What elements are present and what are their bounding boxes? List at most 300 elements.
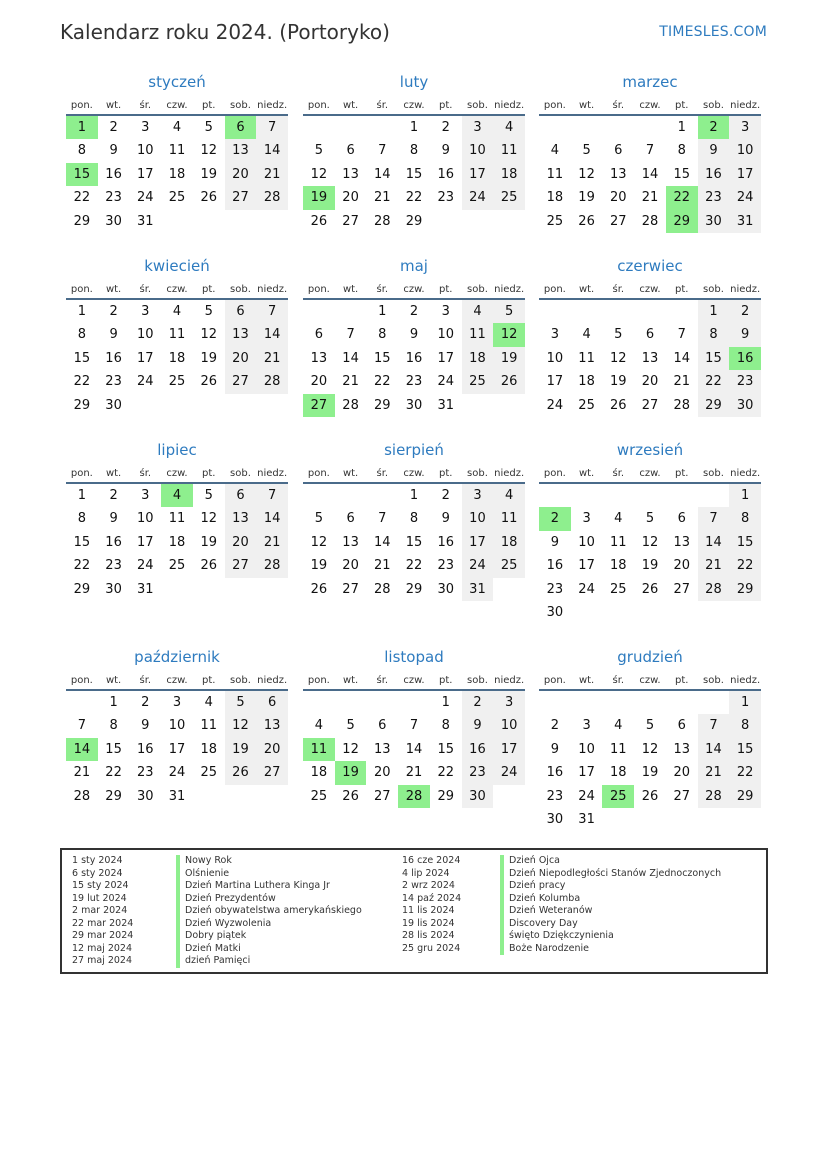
day-cell[interactable]: 21: [673, 374, 690, 390]
holiday-day-cell[interactable]: 1: [66, 116, 98, 139]
day-cell[interactable]: 18: [493, 163, 525, 186]
day-cell[interactable]: 16: [137, 741, 154, 757]
day-cell[interactable]: 8: [677, 143, 686, 159]
day-cell[interactable]: 23: [546, 788, 564, 804]
day-cell[interactable]: 28: [698, 578, 730, 601]
day-cell[interactable]: 1: [378, 304, 387, 319]
day-cell[interactable]: 1: [729, 484, 761, 507]
day-cell[interactable]: 7: [698, 507, 730, 530]
holiday-day-cell[interactable]: 28: [398, 785, 430, 808]
day-cell[interactable]: 15: [673, 166, 690, 182]
day-cell[interactable]: 13: [256, 714, 288, 737]
day-cell[interactable]: 25: [493, 186, 525, 209]
day-cell[interactable]: 27: [673, 581, 690, 597]
day-cell[interactable]: 1: [677, 120, 686, 135]
day-cell[interactable]: 19: [200, 534, 217, 550]
day-cell[interactable]: 17: [137, 534, 154, 550]
day-cell[interactable]: 31: [168, 788, 186, 804]
day-cell[interactable]: 9: [441, 143, 450, 159]
day-cell[interactable]: 28: [641, 213, 659, 229]
day-cell[interactable]: 18: [610, 765, 627, 781]
day-cell[interactable]: 26: [578, 213, 595, 229]
day-cell[interactable]: 23: [729, 370, 761, 393]
holiday-day-cell[interactable]: 29: [666, 210, 698, 233]
holiday-day-cell[interactable]: 25: [602, 785, 634, 808]
day-cell[interactable]: 25: [168, 190, 186, 206]
day-cell[interactable]: 17: [437, 350, 454, 366]
day-cell[interactable]: 12: [200, 327, 217, 343]
day-cell[interactable]: 19: [641, 765, 659, 781]
day-cell[interactable]: 9: [441, 511, 450, 527]
day-cell[interactable]: 29: [73, 581, 91, 597]
day-cell[interactable]: 21: [342, 374, 359, 390]
day-cell[interactable]: 2: [550, 718, 559, 734]
day-cell[interactable]: 10: [493, 714, 525, 737]
day-cell[interactable]: 23: [405, 374, 423, 390]
day-cell[interactable]: 3: [141, 304, 150, 319]
day-cell[interactable]: 26: [200, 558, 217, 574]
day-cell[interactable]: 17: [168, 741, 186, 757]
holiday-day-cell[interactable]: 19: [335, 761, 367, 784]
day-cell[interactable]: 28: [673, 397, 690, 413]
day-cell[interactable]: 24: [137, 190, 154, 206]
day-cell[interactable]: 19: [641, 558, 659, 574]
day-cell[interactable]: 15: [405, 534, 423, 550]
day-cell[interactable]: 11: [200, 718, 217, 734]
day-cell[interactable]: 1: [409, 488, 419, 503]
day-cell[interactable]: 5: [204, 304, 213, 319]
day-cell[interactable]: 6: [346, 511, 355, 527]
day-cell[interactable]: 15: [698, 347, 730, 370]
day-cell[interactable]: 17: [493, 738, 525, 761]
day-cell[interactable]: 27: [225, 554, 257, 577]
day-cell[interactable]: 29: [437, 788, 454, 804]
day-cell[interactable]: 24: [168, 765, 186, 781]
holiday-day-cell[interactable]: 2: [698, 116, 730, 139]
day-cell[interactable]: 8: [77, 143, 86, 159]
day-cell[interactable]: 7: [677, 327, 686, 343]
day-cell[interactable]: 11: [462, 323, 494, 346]
day-cell[interactable]: 18: [200, 741, 217, 757]
day-cell[interactable]: 15: [729, 738, 761, 761]
site-logo[interactable]: TIMESLES.COM: [659, 24, 767, 40]
day-cell[interactable]: 20: [225, 531, 257, 554]
day-cell[interactable]: 31: [578, 811, 595, 827]
day-cell[interactable]: 4: [582, 327, 591, 343]
day-cell[interactable]: 19: [225, 738, 257, 761]
day-cell[interactable]: 11: [610, 534, 627, 550]
day-cell[interactable]: 3: [462, 116, 494, 139]
day-cell[interactable]: 21: [256, 163, 288, 186]
day-cell[interactable]: 29: [105, 788, 122, 804]
day-cell[interactable]: 17: [137, 350, 154, 366]
day-cell[interactable]: 20: [610, 190, 627, 206]
day-cell[interactable]: 5: [614, 327, 623, 343]
day-cell[interactable]: 27: [256, 761, 288, 784]
day-cell[interactable]: 9: [550, 534, 559, 550]
day-cell[interactable]: 20: [225, 347, 257, 370]
day-cell[interactable]: 17: [137, 166, 154, 182]
day-cell[interactable]: 6: [256, 691, 288, 714]
day-cell[interactable]: 13: [225, 139, 257, 162]
holiday-day-cell[interactable]: 14: [66, 738, 98, 761]
day-cell[interactable]: 3: [141, 120, 150, 135]
day-cell[interactable]: 22: [405, 190, 423, 206]
day-cell[interactable]: 5: [582, 143, 591, 159]
day-cell[interactable]: 15: [405, 166, 423, 182]
day-cell[interactable]: 7: [256, 300, 288, 323]
day-cell[interactable]: 11: [610, 741, 627, 757]
day-cell[interactable]: 10: [462, 139, 494, 162]
day-cell[interactable]: 28: [698, 785, 730, 808]
day-cell[interactable]: 12: [641, 741, 659, 757]
day-cell[interactable]: 7: [409, 718, 419, 734]
day-cell[interactable]: 6: [677, 718, 686, 734]
day-cell[interactable]: 22: [374, 374, 391, 390]
day-cell[interactable]: 18: [168, 534, 186, 550]
day-cell[interactable]: 11: [168, 143, 186, 159]
day-cell[interactable]: 8: [77, 327, 86, 343]
day-cell[interactable]: 18: [168, 350, 186, 366]
day-cell[interactable]: 18: [578, 374, 595, 390]
day-cell[interactable]: 26: [310, 213, 328, 229]
day-cell[interactable]: 20: [673, 558, 690, 574]
day-cell[interactable]: 27: [641, 397, 659, 413]
day-cell[interactable]: 2: [109, 488, 118, 503]
day-cell[interactable]: 4: [493, 484, 525, 507]
day-cell[interactable]: 11: [168, 327, 186, 343]
day-cell[interactable]: 6: [645, 327, 655, 343]
day-cell[interactable]: 26: [200, 374, 217, 390]
day-cell[interactable]: 12: [225, 714, 257, 737]
day-cell[interactable]: 3: [550, 327, 559, 343]
day-cell[interactable]: 30: [105, 581, 122, 597]
day-cell[interactable]: 29: [729, 578, 761, 601]
day-cell[interactable]: 6: [677, 511, 686, 527]
day-cell[interactable]: 11: [578, 350, 595, 366]
day-cell[interactable]: 7: [77, 718, 86, 734]
day-cell[interactable]: 21: [256, 347, 288, 370]
day-cell[interactable]: 18: [546, 190, 564, 206]
day-cell[interactable]: 22: [73, 190, 91, 206]
day-cell[interactable]: 5: [204, 488, 213, 503]
day-cell[interactable]: 1: [441, 695, 450, 710]
day-cell[interactable]: 29: [405, 581, 423, 597]
day-cell[interactable]: 18: [462, 347, 494, 370]
day-cell[interactable]: 22: [729, 761, 761, 784]
day-cell[interactable]: 5: [346, 718, 355, 734]
day-cell[interactable]: 9: [109, 143, 118, 159]
day-cell[interactable]: 25: [462, 370, 494, 393]
day-cell[interactable]: 1: [77, 304, 86, 319]
day-cell[interactable]: 28: [256, 554, 288, 577]
day-cell[interactable]: 26: [493, 370, 525, 393]
day-cell[interactable]: 21: [374, 558, 391, 574]
day-cell[interactable]: 12: [641, 534, 659, 550]
day-cell[interactable]: 8: [77, 511, 86, 527]
day-cell[interactable]: 23: [437, 190, 454, 206]
day-cell[interactable]: 29: [73, 397, 91, 413]
day-cell[interactable]: 15: [729, 531, 761, 554]
day-cell[interactable]: 23: [137, 765, 154, 781]
day-cell[interactable]: 21: [256, 531, 288, 554]
day-cell[interactable]: 10: [437, 327, 454, 343]
day-cell[interactable]: 31: [137, 581, 154, 597]
day-cell[interactable]: 10: [137, 511, 154, 527]
day-cell[interactable]: 6: [225, 300, 257, 323]
day-cell[interactable]: 10: [729, 139, 761, 162]
day-cell[interactable]: 19: [493, 347, 525, 370]
day-cell[interactable]: 30: [105, 397, 122, 413]
day-cell[interactable]: 31: [729, 210, 761, 233]
day-cell[interactable]: 22: [405, 558, 423, 574]
day-cell[interactable]: 26: [225, 761, 257, 784]
day-cell[interactable]: 24: [546, 397, 564, 413]
day-cell[interactable]: 27: [374, 788, 391, 804]
day-cell[interactable]: 24: [137, 374, 154, 390]
day-cell[interactable]: 11: [493, 139, 525, 162]
day-cell[interactable]: 9: [729, 323, 761, 346]
day-cell[interactable]: 20: [310, 374, 328, 390]
day-cell[interactable]: 7: [256, 116, 288, 139]
day-cell[interactable]: 24: [462, 186, 494, 209]
day-cell[interactable]: 19: [200, 166, 217, 182]
day-cell[interactable]: 4: [550, 143, 559, 159]
day-cell[interactable]: 1: [409, 120, 419, 135]
day-cell[interactable]: 27: [342, 213, 359, 229]
day-cell[interactable]: 25: [493, 554, 525, 577]
day-cell[interactable]: 13: [225, 323, 257, 346]
day-cell[interactable]: 24: [437, 374, 454, 390]
holiday-day-cell[interactable]: 12: [493, 323, 525, 346]
day-cell[interactable]: 8: [729, 714, 761, 737]
holiday-day-cell[interactable]: 16: [729, 347, 761, 370]
holiday-day-cell[interactable]: 15: [66, 163, 98, 186]
day-cell[interactable]: 4: [172, 304, 182, 319]
day-cell[interactable]: 1: [698, 300, 730, 323]
day-cell[interactable]: 26: [641, 788, 659, 804]
day-cell[interactable]: 12: [610, 350, 627, 366]
day-cell[interactable]: 14: [698, 531, 730, 554]
day-cell[interactable]: 8: [441, 718, 450, 734]
day-cell[interactable]: 5: [314, 511, 323, 527]
day-cell[interactable]: 20: [225, 163, 257, 186]
day-cell[interactable]: 10: [546, 350, 564, 366]
day-cell[interactable]: 25: [310, 788, 328, 804]
day-cell[interactable]: 6: [614, 143, 623, 159]
day-cell[interactable]: 10: [137, 143, 154, 159]
day-cell[interactable]: 1: [77, 488, 86, 503]
day-cell[interactable]: 8: [378, 327, 387, 343]
day-cell[interactable]: 29: [698, 394, 730, 417]
day-cell[interactable]: 28: [256, 186, 288, 209]
day-cell[interactable]: 3: [462, 484, 494, 507]
day-cell[interactable]: 17: [546, 374, 564, 390]
day-cell[interactable]: 8: [698, 323, 730, 346]
day-cell[interactable]: 13: [310, 350, 328, 366]
day-cell[interactable]: 16: [546, 765, 564, 781]
day-cell[interactable]: 31: [137, 213, 154, 229]
day-cell[interactable]: 10: [137, 327, 154, 343]
holiday-day-cell[interactable]: 4: [161, 484, 193, 507]
day-cell[interactable]: 12: [310, 166, 328, 182]
day-cell[interactable]: 14: [342, 350, 359, 366]
day-cell[interactable]: 21: [405, 765, 423, 781]
day-cell[interactable]: 16: [698, 163, 730, 186]
day-cell[interactable]: 21: [73, 765, 91, 781]
day-cell[interactable]: 23: [698, 186, 730, 209]
day-cell[interactable]: 25: [610, 581, 627, 597]
day-cell[interactable]: 30: [546, 604, 564, 620]
day-cell[interactable]: 27: [225, 186, 257, 209]
day-cell[interactable]: 7: [346, 327, 355, 343]
day-cell[interactable]: 27: [610, 213, 627, 229]
day-cell[interactable]: 22: [729, 554, 761, 577]
day-cell[interactable]: 2: [141, 695, 150, 710]
holiday-day-cell[interactable]: 6: [225, 116, 257, 139]
day-cell[interactable]: 2: [729, 300, 761, 323]
day-cell[interactable]: 2: [441, 488, 450, 503]
day-cell[interactable]: 3: [729, 116, 761, 139]
day-cell[interactable]: 7: [378, 511, 387, 527]
day-cell[interactable]: 14: [374, 534, 391, 550]
day-cell[interactable]: 29: [405, 213, 423, 229]
day-cell[interactable]: 13: [641, 350, 659, 366]
day-cell[interactable]: 3: [582, 718, 591, 734]
day-cell[interactable]: 14: [698, 738, 730, 761]
holiday-day-cell[interactable]: 27: [303, 394, 335, 417]
day-cell[interactable]: 13: [610, 166, 627, 182]
day-cell[interactable]: 15: [437, 741, 454, 757]
day-cell[interactable]: 11: [168, 511, 186, 527]
day-cell[interactable]: 29: [729, 785, 761, 808]
day-cell[interactable]: 14: [673, 350, 690, 366]
day-cell[interactable]: 21: [641, 190, 659, 206]
day-cell[interactable]: 6: [346, 143, 355, 159]
day-cell[interactable]: 17: [729, 163, 761, 186]
holiday-day-cell[interactable]: 22: [666, 186, 698, 209]
day-cell[interactable]: 16: [405, 350, 423, 366]
day-cell[interactable]: 15: [105, 741, 122, 757]
day-cell[interactable]: 12: [342, 741, 359, 757]
day-cell[interactable]: 30: [462, 785, 494, 808]
day-cell[interactable]: 8: [109, 718, 118, 734]
day-cell[interactable]: 20: [342, 558, 359, 574]
day-cell[interactable]: 12: [310, 534, 328, 550]
day-cell[interactable]: 27: [225, 370, 257, 393]
day-cell[interactable]: 15: [374, 350, 391, 366]
day-cell[interactable]: 30: [729, 394, 761, 417]
day-cell[interactable]: 26: [641, 581, 659, 597]
day-cell[interactable]: 18: [610, 558, 627, 574]
day-cell[interactable]: 26: [610, 397, 627, 413]
day-cell[interactable]: 17: [462, 163, 494, 186]
day-cell[interactable]: 16: [105, 350, 122, 366]
day-cell[interactable]: 22: [73, 374, 91, 390]
day-cell[interactable]: 19: [310, 558, 328, 574]
day-cell[interactable]: 6: [225, 484, 257, 507]
day-cell[interactable]: 7: [698, 714, 730, 737]
day-cell[interactable]: 20: [673, 765, 690, 781]
day-cell[interactable]: 6: [378, 718, 387, 734]
day-cell[interactable]: 17: [462, 531, 494, 554]
day-cell[interactable]: 4: [172, 120, 182, 135]
day-cell[interactable]: 19: [200, 350, 217, 366]
day-cell[interactable]: 28: [73, 788, 91, 804]
day-cell[interactable]: 8: [409, 143, 419, 159]
day-cell[interactable]: 13: [342, 534, 359, 550]
day-cell[interactable]: 24: [578, 788, 595, 804]
day-cell[interactable]: 23: [105, 374, 122, 390]
day-cell[interactable]: 30: [698, 210, 730, 233]
day-cell[interactable]: 22: [698, 370, 730, 393]
day-cell[interactable]: 7: [645, 143, 655, 159]
day-cell[interactable]: 27: [342, 581, 359, 597]
day-cell[interactable]: 12: [200, 143, 217, 159]
day-cell[interactable]: 28: [342, 397, 359, 413]
day-cell[interactable]: 21: [698, 761, 730, 784]
day-cell[interactable]: 14: [256, 139, 288, 162]
day-cell[interactable]: 5: [314, 143, 323, 159]
day-cell[interactable]: 29: [374, 397, 391, 413]
day-cell[interactable]: 24: [493, 761, 525, 784]
day-cell[interactable]: 18: [168, 166, 186, 182]
day-cell[interactable]: 15: [73, 350, 91, 366]
day-cell[interactable]: 16: [105, 166, 122, 182]
day-cell[interactable]: 28: [256, 370, 288, 393]
day-cell[interactable]: 31: [437, 397, 454, 413]
day-cell[interactable]: 4: [204, 695, 213, 710]
day-cell[interactable]: 28: [374, 581, 391, 597]
day-cell[interactable]: 27: [673, 788, 690, 804]
day-cell[interactable]: 16: [546, 558, 564, 574]
day-cell[interactable]: 23: [437, 558, 454, 574]
day-cell[interactable]: 26: [342, 788, 359, 804]
day-cell[interactable]: 9: [409, 327, 419, 343]
holiday-day-cell[interactable]: 11: [303, 738, 335, 761]
day-cell[interactable]: 20: [256, 738, 288, 761]
holiday-day-cell[interactable]: 19: [303, 186, 335, 209]
day-cell[interactable]: 26: [310, 581, 328, 597]
day-cell[interactable]: 1: [109, 695, 118, 710]
day-cell[interactable]: 14: [256, 323, 288, 346]
day-cell[interactable]: 22: [73, 558, 91, 574]
day-cell[interactable]: 23: [546, 581, 564, 597]
day-cell[interactable]: 12: [578, 166, 595, 182]
day-cell[interactable]: 30: [105, 213, 122, 229]
day-cell[interactable]: 26: [200, 190, 217, 206]
day-cell[interactable]: 9: [462, 714, 494, 737]
day-cell[interactable]: 3: [172, 695, 182, 710]
day-cell[interactable]: 19: [578, 190, 595, 206]
day-cell[interactable]: 21: [698, 554, 730, 577]
day-cell[interactable]: 4: [462, 300, 494, 323]
day-cell[interactable]: 16: [462, 738, 494, 761]
day-cell[interactable]: 10: [578, 534, 595, 550]
day-cell[interactable]: 10: [168, 718, 186, 734]
day-cell[interactable]: 18: [310, 765, 328, 781]
day-cell[interactable]: 2: [441, 120, 450, 135]
day-cell[interactable]: 20: [342, 190, 359, 206]
day-cell[interactable]: 10: [578, 741, 595, 757]
day-cell[interactable]: 16: [437, 166, 454, 182]
day-cell[interactable]: 5: [493, 300, 525, 323]
day-cell[interactable]: 13: [673, 741, 690, 757]
day-cell[interactable]: 4: [493, 116, 525, 139]
day-cell[interactable]: 13: [673, 534, 690, 550]
day-cell[interactable]: 3: [493, 691, 525, 714]
day-cell[interactable]: 31: [462, 578, 494, 601]
